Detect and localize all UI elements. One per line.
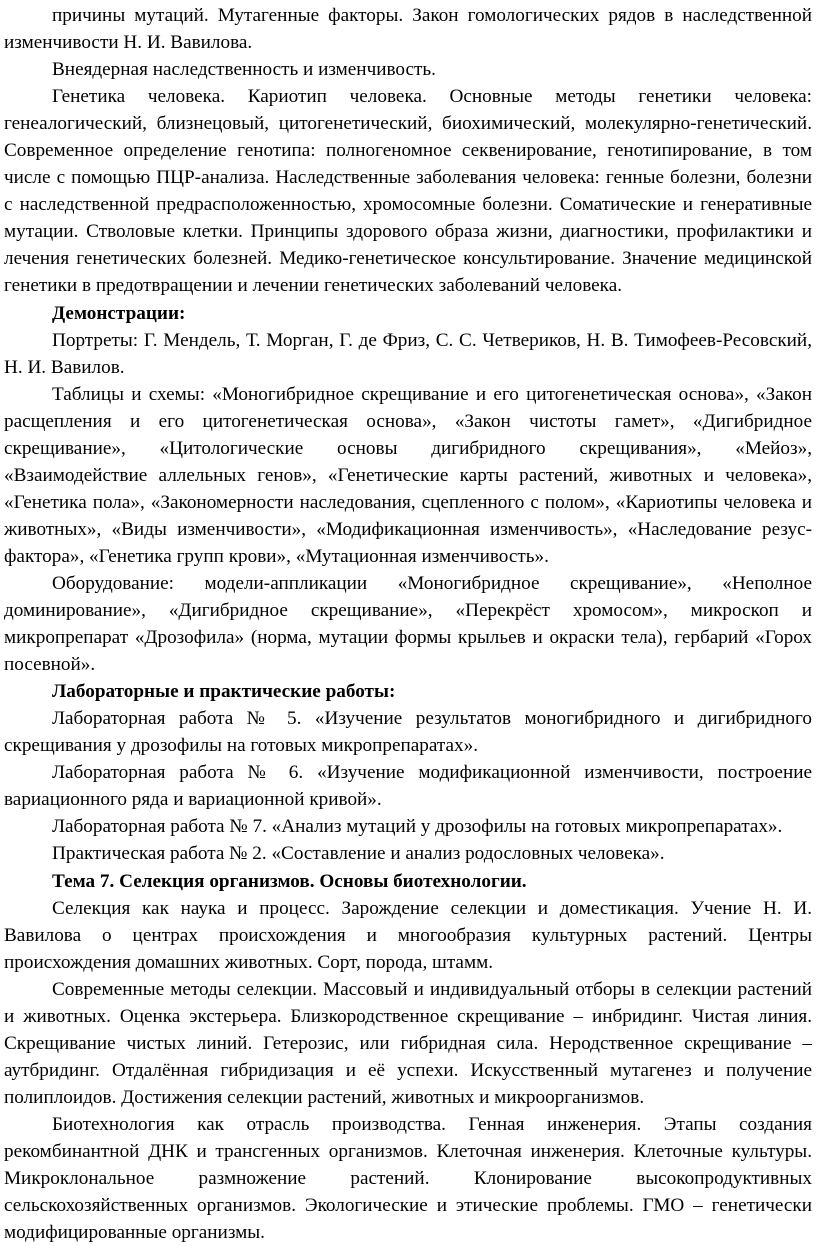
paragraph-portraits: Портреты: Г. Мендель, Т. Морган, Г. де Фриз, С. С. Четвериков, Н. В. Тимофеев-Ресовский, Н. И. Вавилов.	[4, 329, 812, 378]
paragraph-modern-selection-methods: Современные методы селекции. Массовый и индивидуальный отборы в селекции растений и животных. Оценка экстерьера. Близкородственное скрещивание – инбридинг. Чистая линия. Скрещивание чистых линий. Гетерозис, или гибридная сила. Неродственное скрещивание – аутбридинг. Отдалённая гибридизация и её успехи. Искусственный мутагенез и получение полиплоидов. Достижения селекции растений, животных и микроорганизмов.	[4, 978, 812, 1108]
paragraph-lab-work-7: Лабораторная работа № 7. «Анализ мутаций у дрозофилы на готовых микропрепаратах».	[52, 816, 783, 838]
heading-lab-works: Лабораторные и практические работы:	[52, 681, 396, 703]
paragraph-equipment: Оборудование: модели-аппликации «Моногибридное скрещивание», «Неполное доминирование», «Дигибридное скрещивание», «Перекрёст хромосом», микроскоп и микропрепарат «Дрозофила» (норма, мутации формы крыльев и окраски тела), гербарий «Горох посевной».	[4, 572, 812, 676]
paragraph-biotechnology: Биотехнология как отрасль производства. Генная инженерия. Этапы создания рекомбинантной ДНК и трансгенных организмов. Клеточная инженерия. Клеточные культуры. Микроклональное размножение растений. Клонирование высокопродуктивных сельскохозяйственных организмов. Экологические и этические проблемы. ГМО – генетически модифицированные организмы.	[4, 1113, 812, 1244]
paragraph-selection-science: Селекция как наука и процесс. Зарождение селекции и доместикация. Учение Н. И. Вавилова о центрах происхождения и многообразия культурных растений. Центры происхождения домашних животных. Сорт, порода, штамм.	[4, 897, 812, 973]
paragraph-tables-and-schemes: Таблицы и схемы: «Моногибридное скрещивание и его цитогенетическая основа», «Закон расщепления и его цитогенетическая основа», «Закон чистоты гамет», «Дигибридное скрещивание», «Цитологические основы дигибридного скрещивания», «Мейоз», «Взаимодействие аллельных генов», «Генетические карты растений, животных и человека», «Генетика пола», «Закономерности наследования, сцепленного с полом», «Кариотипы человека и животных», «Виды изменчивости», «Модификационная изменчивость», «Наследование резус-фактора», «Генетика групп крови», «Мутационная изменчивость».	[4, 383, 812, 567]
paragraph-human-genetics: Генетика человека. Кариотип человека. Основные методы генетики человека: генеалогический, близнецовый, цитогенетический, биохимический, молекулярно-генетический. Современное определение генотипа: полногеномное секвенирование, генотипирование, в том числе с помощью ПЦР-анализа. Наследственные заболевания человека: генные болезни, болезни с наследственной предрасположенностью, хромосомные болезни. Соматические и генеративные мутации. Стволовые клетки. Принципы здорового образа жизни, диагностики, профилактики и лечения генетических болезней. Медико-генетическое консультирование. Значение медицинской генетики в предотвращении и лечении генетических заболеваний человека.	[4, 86, 812, 297]
heading-demonstrations: Демонстрации:	[52, 302, 186, 324]
paragraph-lab-work-5: Лабораторная работа № 5. «Изучение результатов моногибридного и дигибридного скрещивания у дрозофилы на готовых микропрепаратах».	[4, 708, 812, 757]
paragraph-extranuclear-heredity: Внеядерная наследственность и изменчивость.	[52, 59, 436, 81]
paragraph-mutations-continued: причины мутаций. Мутагенные факторы. Закон гомологических рядов в наследственной изменчивости Н. И. Вавилова.	[4, 5, 812, 54]
paragraph-practical-work-2: Практическая работа № 2. «Составление и анализ родословных человека».	[52, 843, 665, 865]
heading-topic-7: Тема 7. Селекция организмов. Основы биотехнологии.	[52, 870, 527, 892]
paragraph-lab-work-6: Лабораторная работа № 6. «Изучение модификационной изменчивости, построение вариационного ряда и вариационной кривой».	[4, 762, 812, 811]
